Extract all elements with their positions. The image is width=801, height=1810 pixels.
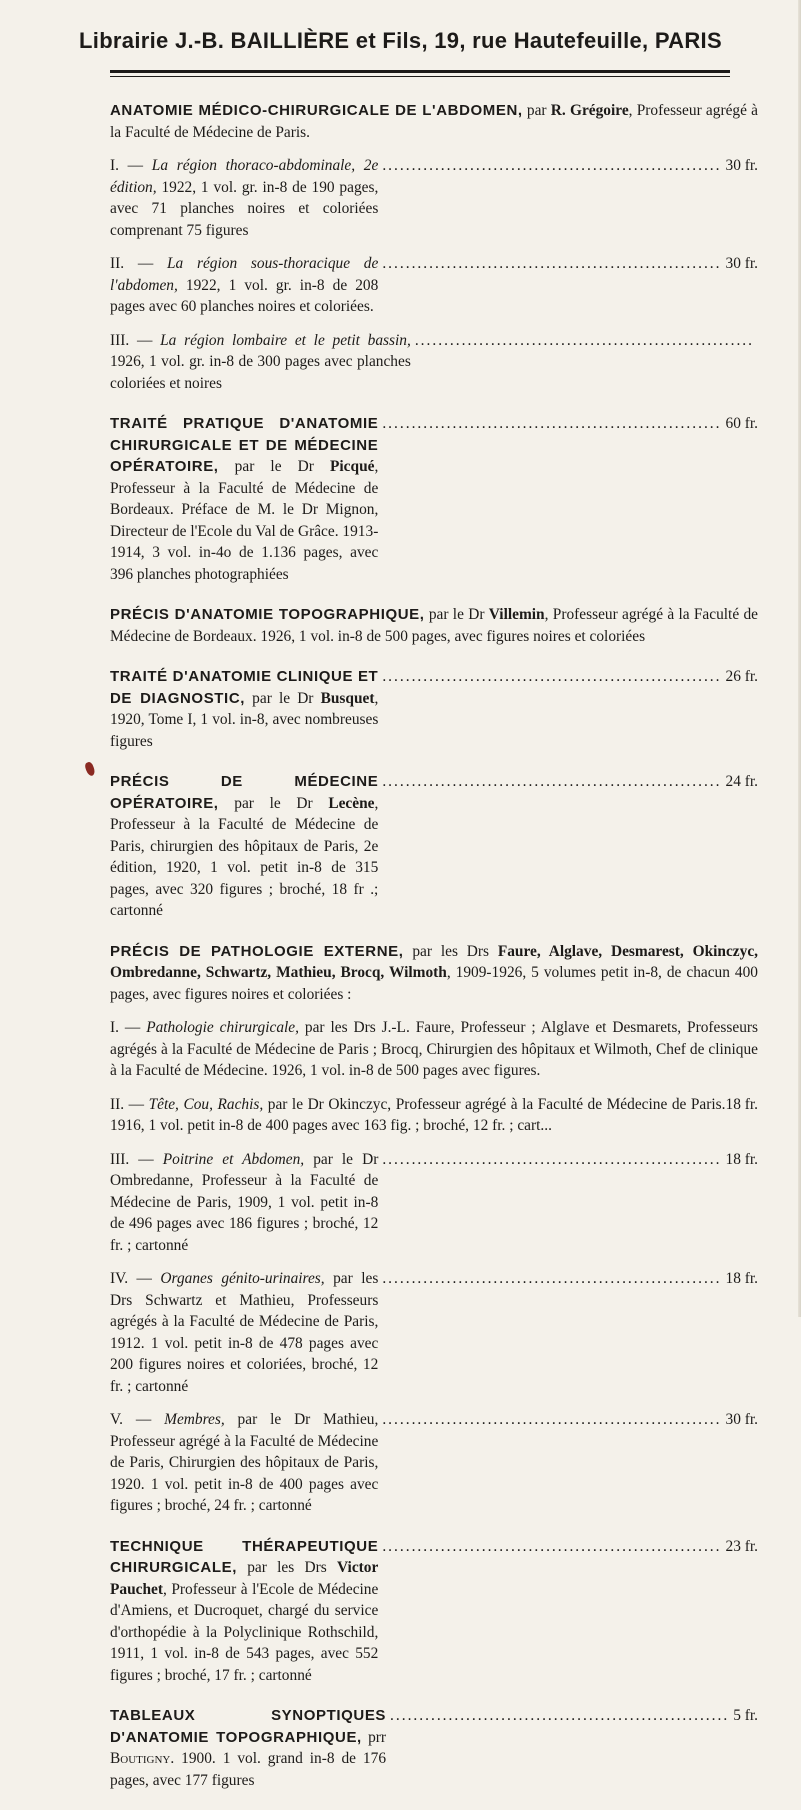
author-prefix: par bbox=[522, 102, 551, 119]
volume-title: Pathologie chirurgicale, bbox=[146, 1019, 299, 1036]
price: 26 fr. bbox=[725, 668, 758, 685]
volume-title: Tête, Cou, Rachis, bbox=[148, 1095, 264, 1113]
volume-number: IV. — bbox=[110, 1270, 161, 1287]
price: 30 fr. bbox=[725, 1411, 758, 1428]
entry-description: , Professeur à l'Ecole de Médecine d'Amiens, et Ducroquet, chargé du service d'orthopédie à la Polyclinique Rothschild, 1911, 1 vol. in-8 de 543 pages, avec 552 figures ; broché, 17 fr. ; cartonné bbox=[110, 1580, 379, 1684]
entry-description: , Professeur à la Faculté de Médecine de Bordeaux. Préface de M. le Dr Mignon, Directeur de l'Ecole du Val de Grâce. 1913-1914, 3 vol. in-4o de 1.136 pages, avec 396 planches photographiées bbox=[110, 458, 379, 583]
catalogue-entry: PRÉCIS DE MÉDECINE OPÉRATOIRE, par le Dr Lecène, Professeur à la Faculté de Médecine de Paris, chirurgien des hôpitaux de Paris, 2e édition, 1920, 1 vol. petit in-8 de 315 pages, avec 320 figures ; broché, 18 fr .; cartonné .......................................................... 24 fr. bbox=[110, 773, 758, 919]
volume-description: 1922, 1 vol. gr. in-8 de 190 pages, avec 71 planches noires et coloriées comprenant 75 figures bbox=[110, 178, 379, 239]
book-title: TRAITÉ D'ANATOMIE CLINIQUE ET DE DIAGNOSTIC, bbox=[110, 668, 379, 707]
volume-title: Poitrine et Abdomen, bbox=[162, 1150, 305, 1168]
price: 5 fr. bbox=[733, 1707, 758, 1724]
catalogue-entry: TABLEAUX SYNOPTIQUES D'ANATOMIE TOPOGRAPHIQUE, prr Boutigny. 1900. 1 vol. grand in-8 de 176 pages, avec 177 figures .......................................................... 5 fr. bbox=[110, 1707, 758, 1789]
author-prefix: prr bbox=[361, 1728, 387, 1746]
volume-item: V. — Membres, par le Dr Mathieu, Professeur agrégé à la Faculté de Médecine de Paris, Chirurgien des hôpitaux de Paris, 1920. 1 vol. petit in-8 de 400 pages avec figures ; broché, 24 fr. ; cartonné .......................................................... 30 fr. bbox=[110, 1411, 758, 1514]
volume-description: par les Drs Schwartz et Mathieu, Professeurs agrégés à la Faculté de Médecine de Paris, 1912. 1 vol. petit in-8 de 478 pages avec 200 figures noires et coloriées, broché, 12 fr. ; cartonné bbox=[110, 1270, 379, 1395]
catalogue-list bbox=[110, 100, 758, 1810]
volume-description: 1922, 1 vol. gr. in-8 de 208 pages avec 60 planches noires et coloriées. bbox=[110, 276, 379, 315]
volume-title: Membres, bbox=[164, 1411, 225, 1428]
author-prefix: par les Drs bbox=[403, 942, 498, 960]
volume-description: par les Drs J.-L. Faure, Professeur ; Alglave et Desmarets, Professeurs agrégés à la Faculté de Médecine de Paris ; Brocq, Chirurgien des hôpitaux et Wilmoth, Chef de clinique à la Faculté de Médecine. 1926, 1 vol. in-8 de 500 pages avec figures. bbox=[110, 1019, 759, 1079]
price: 30 fr. bbox=[725, 255, 758, 272]
entry-description: , 1920, Tome I, 1 vol. in-8, avec nombreuses figures bbox=[110, 689, 379, 750]
author-name: R. Grégoire bbox=[550, 102, 629, 119]
volume-item: III. — La région lombaire et le petit bassin, 1926, 1 vol. gr. in-8 de 300 pages avec planches coloriées et noires .......................................................... bbox=[110, 331, 754, 392]
entry-description: , Professeur à la Faculté de Médecine de Paris, chirurgien des hôpitaux de Paris, 2e édition, 1920, 1 vol. petit in-8 de 315 pages, avec 320 figures ; broché, 18 fr .; cartonné bbox=[110, 794, 379, 919]
publisher-header: Librairie J.-B. BAILLIÈRE et Fils, 19, rue Hautefeuille, PARIS bbox=[79, 28, 722, 53]
entry-description: , Professeur agrégé à la Faculté de Médecine de Paris. bbox=[110, 102, 758, 141]
volume-title: La région thoraco-abdominale, 2e édition, bbox=[110, 157, 379, 196]
volume-item: II. — La région sous-thoracique de l'abdomen, 1922, 1 vol. gr. in-8 de 208 pages avec 60 planches noires et coloriées. .......................................................... 30 fr. bbox=[110, 255, 758, 315]
author-name: Faure, Alglave, Desmarest, Okinczyc, Ombredanne, Schwartz, Mathieu, Brocq, Wilmoth bbox=[110, 942, 758, 981]
volume-number: II. — bbox=[110, 1095, 149, 1113]
price: 18 fr. bbox=[725, 1150, 758, 1168]
volume-item: IV. — Organes génito-urinaires, par les Drs Schwartz et Mathieu, Professeurs agrégés à la Faculté de Médecine de Paris, 1912. 1 vol. petit in-8 de 478 pages avec 200 figures noires et coloriées, broché, 12 fr. ; cartonné .......................................................... 18 fr. bbox=[110, 1270, 758, 1395]
volume-item bbox=[110, 1094, 758, 1137]
catalogue-entry: TRAITÉ D'ANATOMIE CLINIQUE ET DE DIAGNOSTIC, par le Dr Busquet, 1920, Tome I, 1 vol. in-8, avec nombreuses figures .......................................................... 26 fr. bbox=[110, 668, 758, 750]
catalogue-entry bbox=[110, 100, 758, 394]
price: 18 fr. bbox=[725, 1095, 758, 1113]
author-name: Boutigny bbox=[110, 1750, 171, 1767]
catalogue-entry bbox=[110, 604, 758, 647]
author-name: Busquet bbox=[320, 689, 375, 707]
price: 23 fr. bbox=[725, 1537, 758, 1555]
volume-description: par le Dr Okinczyc, Professeur agrégé à la Faculté de Médecine de Paris. 1916, 1 vol. petit in-8 de 400 pages avec 163 fig. ; broché, 12 fr. ; cart... bbox=[110, 1095, 726, 1134]
book-title: ANATOMIE MÉDICO-CHIRURGICALE DE L'ABDOMEN, bbox=[110, 102, 523, 119]
price: 18 fr. bbox=[725, 1270, 758, 1287]
book-title: PRÉCIS DE PATHOLOGIE EXTERNE, bbox=[110, 942, 404, 960]
volume-title: Organes génito-urinaires, bbox=[160, 1270, 325, 1287]
volume-title: La région lombaire et le petit bassin, bbox=[160, 331, 411, 349]
author-name: Villemin bbox=[488, 606, 545, 623]
price: 24 fr. bbox=[725, 773, 758, 790]
price: 60 fr. bbox=[725, 415, 758, 432]
volume-number: III. — bbox=[110, 1150, 163, 1168]
book-title: TRAITÉ PRATIQUE D'ANATOMIE CHIRURGICALE ET DE MÉDECINE OPÉRATOIRE, bbox=[110, 415, 379, 475]
author-prefix: par le Dr bbox=[218, 458, 330, 475]
entry-description: , 1909-1926, 5 volumes petit in-8, de chacun 400 pages, avec figures noires et coloriées : bbox=[110, 964, 758, 1003]
volume-number: V. — bbox=[110, 1411, 165, 1428]
volume-number: II. — bbox=[110, 255, 167, 272]
author-name: Lecène bbox=[328, 794, 375, 812]
catalogue-entry: TECHNIQUE THÉRAPEUTIQUE CHIRURGICALE, par les Drs Victor Pauchet, Professeur à l'Ecole de Médecine d'Amiens, et Ducroquet, chargé du service d'orthopédie à la Polyclinique Rothschild, 1911, 1 vol. in-8 de 543 pages, avec 552 figures ; broché, 17 fr. ; cartonné .......................................................... 23 fr. bbox=[110, 1537, 758, 1684]
volume-description: par le Dr Mathieu, Professeur agrégé à la Faculté de Médecine de Paris, Chirurgien des hôpitaux de Paris, 1920. 1 vol. petit in-8 de 400 pages avec figures ; broché, 24 fr. ; cartonné bbox=[110, 1411, 379, 1514]
volume-number: I. — bbox=[110, 157, 152, 174]
volume-item bbox=[110, 1017, 758, 1082]
header-rule-thick bbox=[110, 70, 730, 73]
author-name: Picqué bbox=[330, 458, 375, 475]
ink-stain bbox=[84, 761, 96, 777]
volume-item: I. — La région thoraco-abdominale, 2e édition, 1922, 1 vol. gr. in-8 de 190 pages, avec 71 planches noires et coloriées comprenant 75 figures .......................................................... 30 fr. bbox=[110, 157, 758, 239]
entry-description: . 1900. 1 vol. grand in-8 de 176 pages, avec 177 figures bbox=[110, 1750, 387, 1789]
catalogue-entry: TRAITÉ PRATIQUE D'ANATOMIE CHIRURGICALE ET DE MÉDECINE OPÉRATOIRE, par le Dr Picqué, Professeur à la Faculté de Médecine de Bordeaux. Préface de M. le Dr Mignon, Directeur de l'Ecole du Val de Grâce. 1913-1914, 3 vol. in-4o de 1.136 pages, avec 396 planches photographiées .......................................................... 60 fr. bbox=[110, 415, 758, 583]
author-prefix: par le Dr bbox=[245, 689, 321, 707]
book-title: PRÉCIS DE MÉDECINE OPÉRATOIRE, bbox=[110, 773, 379, 812]
volume-number: I. — bbox=[110, 1019, 147, 1036]
entry-heading bbox=[110, 100, 758, 143]
volume-description: 1926, 1 vol. gr. in-8 de 300 pages avec planches coloriées et noires bbox=[110, 353, 411, 392]
header-rule-thin bbox=[110, 76, 730, 77]
author-name: Victor Pauchet bbox=[110, 1559, 379, 1598]
author-prefix: par les Drs bbox=[236, 1559, 338, 1576]
book-title: TECHNIQUE THÉRAPEUTIQUE CHIRURGICALE, bbox=[110, 1537, 379, 1576]
entry-description: , Professeur agrégé à la Faculté de Médecine de Bordeaux. 1926, 1 vol. in-8 de 500 pages, avec figures noires et coloriées bbox=[110, 606, 758, 645]
price: 30 fr. bbox=[725, 157, 758, 174]
book-title: TABLEAUX SYNOPTIQUES D'ANATOMIE TOPOGRAPHIQUE, bbox=[110, 1707, 387, 1746]
volume-item: III. — Poitrine et Abdomen, par le Dr Ombredanne, Professeur à la Faculté de Médecine de Paris, 1909, 1 vol. petit in-8 de 496 pages avec 186 figures ; broché, 12 fr. ; cartonné .......................................................... 18 fr. bbox=[110, 1150, 758, 1254]
volume-title: La région sous-thoracique de l'abdomen, bbox=[110, 255, 379, 294]
catalogue-entry bbox=[110, 941, 758, 1517]
author-prefix: par le Dr bbox=[218, 794, 329, 812]
book-title: PRÉCIS D'ANATOMIE TOPOGRAPHIQUE, bbox=[110, 606, 425, 623]
volume-description: par le Dr Ombredanne, Professeur à la Faculté de Médecine de Paris, 1909, 1 vol. petit in-8 de 496 pages avec 186 figures ; broché, 12 fr. ; cartonné bbox=[110, 1150, 379, 1254]
volume-number: III. — bbox=[110, 331, 161, 349]
author-prefix: par le Dr bbox=[424, 606, 489, 623]
